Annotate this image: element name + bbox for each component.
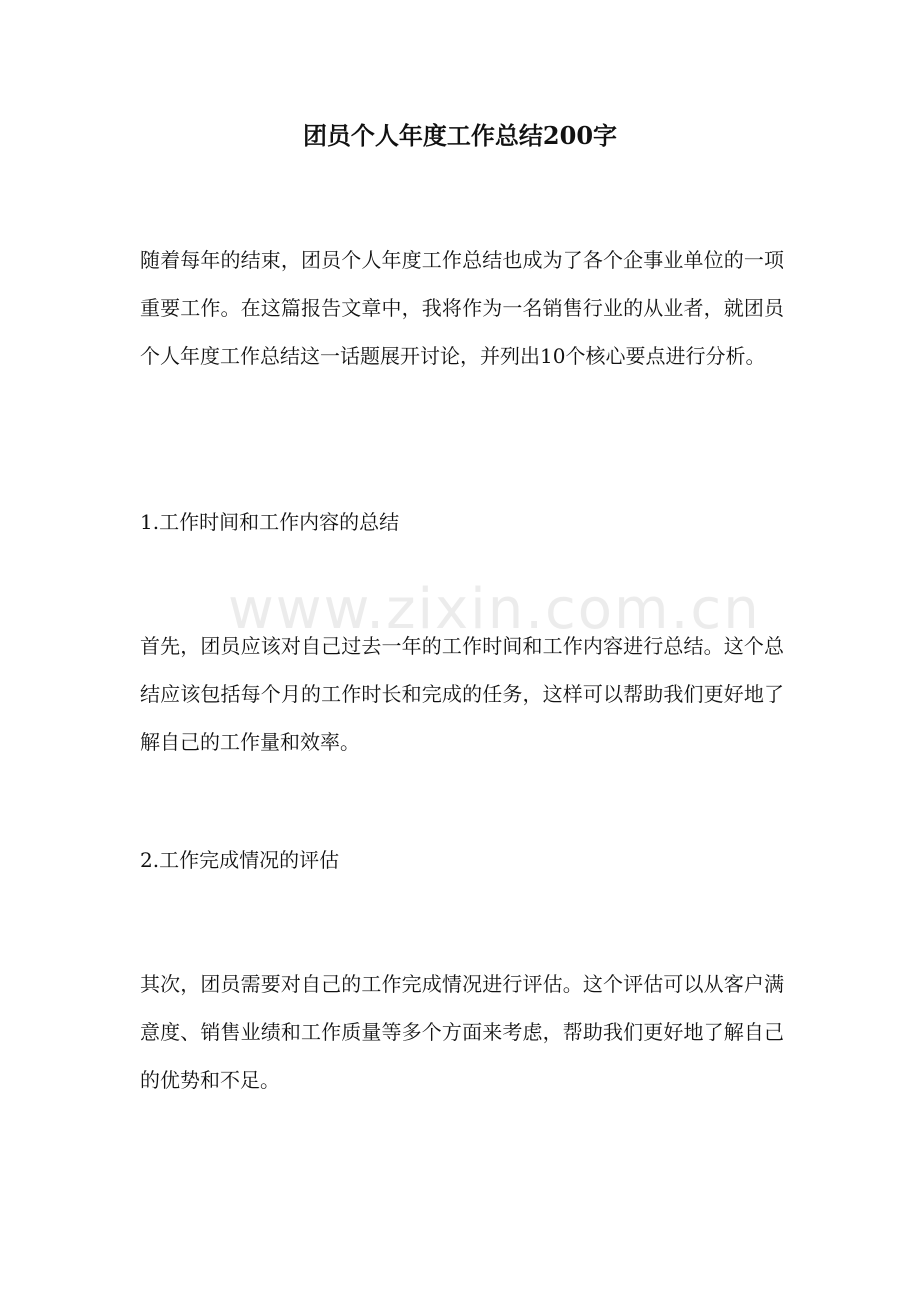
section-1-paragraph: 首先，团员应该对自己过去一年的工作时间和工作内容进行总结。这个总结应该包括每个月的工作时长和完成的任务，这样可以帮助我们更好地了解自己的工作量和效率。	[140, 634, 784, 754]
section-2-heading: 2.工作完成情况的评估	[140, 848, 340, 872]
document-title: 团员个人年度工作总结200字	[302, 121, 618, 150]
section-2-paragraph: 其次，团员需要对自己的工作完成情况进行评估。这个评估可以从客户满意度、销售业绩和工作质量等多个方面来考虑，帮助我们更好地了解自己的优势和不足。	[140, 972, 784, 1092]
section-1-heading: 1.工作时间和工作内容的总结	[140, 510, 400, 534]
watermark: www.zixin.com.cn	[228, 577, 761, 642]
intro-paragraph: 随着每年的结束，团员个人年度工作总结也成为了各个企事业单位的一项重要工作。在这篇报告文章中，我将作为一名销售行业的从业者，就团员个人年度工作总结这一话题展开讨论，并列出10个核心要点进行分析。	[140, 248, 784, 368]
